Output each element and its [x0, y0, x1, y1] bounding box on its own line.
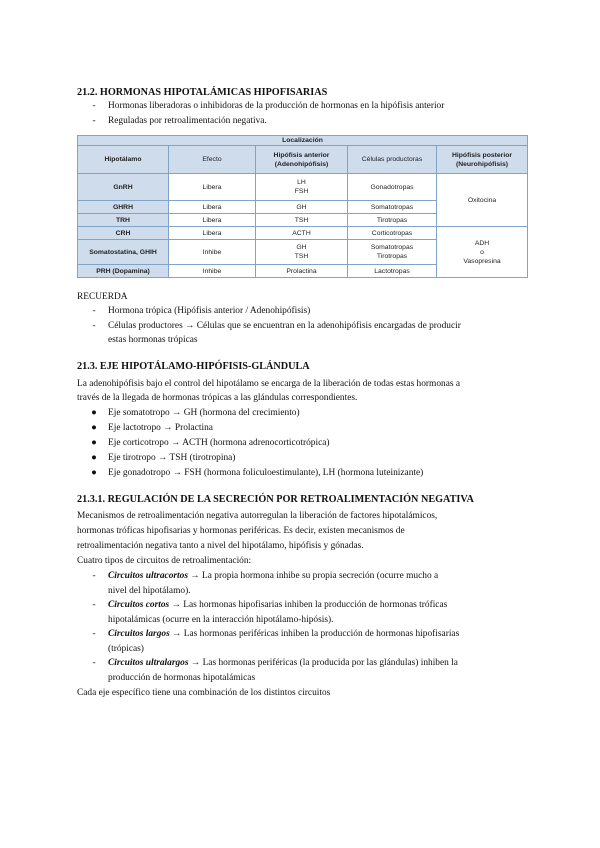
paragraph-line: La adenohipófisis bajo el control del hipotálamo se encarga de la liberación de todas estas hormonas a — [77, 379, 461, 389]
col-header-celulas: Células productoras — [348, 146, 437, 174]
bullet-text: Hormonas liberadoras o inhibidoras de la producción de hormonas en la hipófisis anterior — [108, 101, 445, 111]
table-row: CRH Libera ACTH Corticotropas ADH o Vasopresina — [78, 227, 528, 240]
col-header-hipofisis-posterior: Hipófisis posterior (Neurohipófisis) — [437, 146, 528, 174]
term-ultralargos: Circuitos ultralargos — [108, 658, 189, 668]
table-row: PRH (Dopamina) Inhibe Prolactina Lactotropas — [78, 265, 528, 278]
table-row: GHRH Libera GH Somatotropas — [78, 201, 528, 214]
table-row: Somatostatina, GHIH Inhibe GH TSH Somatotropas Tirotropas — [78, 240, 528, 265]
paragraph-line: Cuatro tipos de circuitos de retroalimentación: — [77, 556, 252, 566]
recuerda-title: RECUERDA — [77, 292, 128, 302]
bullet-continuation: (trópicas) — [108, 644, 144, 654]
hormones-table — [77, 135, 528, 278]
bullet-continuation: hipotalámicas (ocurre en la interacción hipotálamo-hipósis). — [108, 615, 334, 625]
section-title-21-3: 21.3. EJE HIPOTÁLAMO-HIPÓFISIS-GLÁNDULA — [77, 361, 310, 372]
col-header-hipotalamo: Hipotálamo — [78, 146, 169, 174]
paragraph-line: Mecanismos de retroalimentación negativa autorregulan la liberación de factores hipotalámicos, — [77, 511, 438, 521]
section-title-21-3-1: 21.3.1. REGULACIÓN DE LA SECRECIÓN POR RETROALIMENTACIÓN NEGATIVA — [77, 494, 474, 505]
bullet-continuation: nivel del hipotálamo). — [108, 586, 191, 596]
term-largos: Circuitos largos — [108, 629, 170, 639]
paragraph-line: Cada eje específico tiene una combinación de los distintos circuitos — [77, 688, 331, 698]
term-ultracortos: Circuitos ultracortos — [108, 571, 188, 581]
paragraph-line: retroalimentación negativa tanto a nivel del hipotálamo, hipófisis y gónadas. — [77, 541, 364, 551]
bullet-text: Reguladas por retroalimentación negativa. — [108, 116, 267, 126]
table-row: GnRH Libera LH FSH Gonadotropas Oxitocina — [78, 174, 528, 201]
paragraph-line: hormonas tróficas hipofisarias y hormonas periféricas. Es decir, existen mecanismos de — [77, 526, 405, 536]
cell-adh-vasopresina: ADH o Vasopresina — [437, 227, 528, 278]
bullet-continuation: estas hormonas trópicas — [108, 335, 198, 345]
col-header-hipofisis-anterior: Hipófisis anterior (Adenohipófisis) — [256, 146, 348, 174]
paragraph-line: través de la llegada de hormonas trópicas a las glándulas correspondientes. — [77, 393, 358, 403]
bullet-continuation: producción de hormonas hipotalámicas — [108, 673, 256, 683]
section-title-21-2: 21.2. HORMONAS HIPOTALÁMICAS HIPOFISARIAS — [77, 87, 328, 98]
cell-oxitocina: Oxitocina — [437, 174, 528, 227]
term-cortos: Circuitos cortos — [108, 600, 170, 610]
table-top-header: Localización — [78, 136, 528, 146]
col-header-efecto: Efecto — [169, 146, 256, 174]
table-row: TRH Libera TSH Tirotropas — [78, 214, 528, 227]
